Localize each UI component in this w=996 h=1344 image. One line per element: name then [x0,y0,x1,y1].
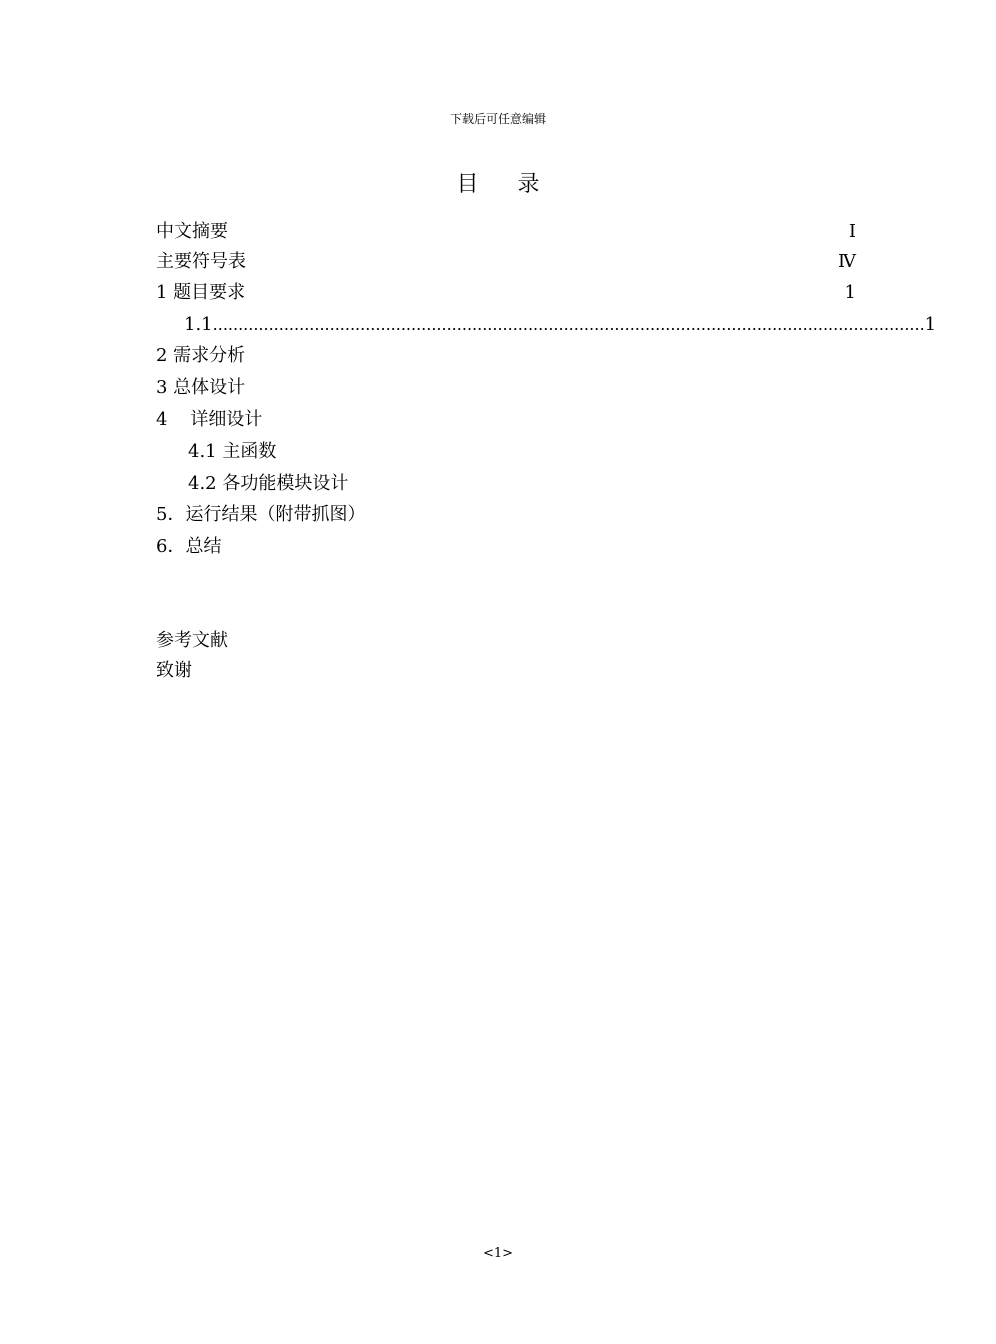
toc-entry-page: Ⅳ [838,251,856,272]
header-note: 下载后可任意编辑 [449,112,546,126]
toc-entry-4-2[interactable] [156,472,856,496]
toc-entry-label: 致谢 [156,660,192,681]
toc-entry-label: 3 总体设计 [156,377,246,398]
page-title: 目 录 [456,172,556,197]
toc-entry-1-1[interactable] [156,313,937,337]
toc-leader-dots: ............................................................................................................................................ [212,315,925,334]
toc-entry-page: Ⅰ [848,221,856,242]
toc-entry-label: 4.2 各功能模块设计 [188,473,349,494]
toc-entry-1[interactable] [156,281,856,305]
toc-entry-label: 1 题目要求 [156,282,246,303]
toc-entry-label: 4.1 主函数 [188,441,277,462]
toc-entry-label: 6．总结 [156,536,222,557]
toc-entry-5[interactable] [156,503,856,527]
toc-entry-label: 4 详细设计 [156,409,263,430]
toc-entry-abstract[interactable] [156,220,856,244]
page-number: <1> [482,1246,514,1261]
toc-entry-label: 中文摘要 [156,221,228,242]
toc-entry-page: 1 [844,282,856,303]
toc-entry-page: 1 [924,314,937,335]
toc-entry-symbols[interactable] [156,250,856,274]
toc-entry-label: 1.1 [184,314,213,335]
toc-entry-6[interactable] [156,535,856,559]
toc-entry-acknowledgements[interactable] [156,659,856,683]
toc-entry-4[interactable] [156,408,856,432]
toc-entry-4-1[interactable] [156,440,856,464]
toc-entry-label: 2 需求分析 [156,345,246,366]
toc-entry-label: 主要符号表 [156,251,246,272]
toc-entry-references[interactable] [156,629,856,653]
toc-entry-3[interactable] [156,376,856,400]
toc-entry-label: 5．运行结果（附带抓图） [156,504,366,525]
toc-entry-2[interactable] [156,344,856,368]
toc-entry-label: 参考文献 [156,630,228,651]
